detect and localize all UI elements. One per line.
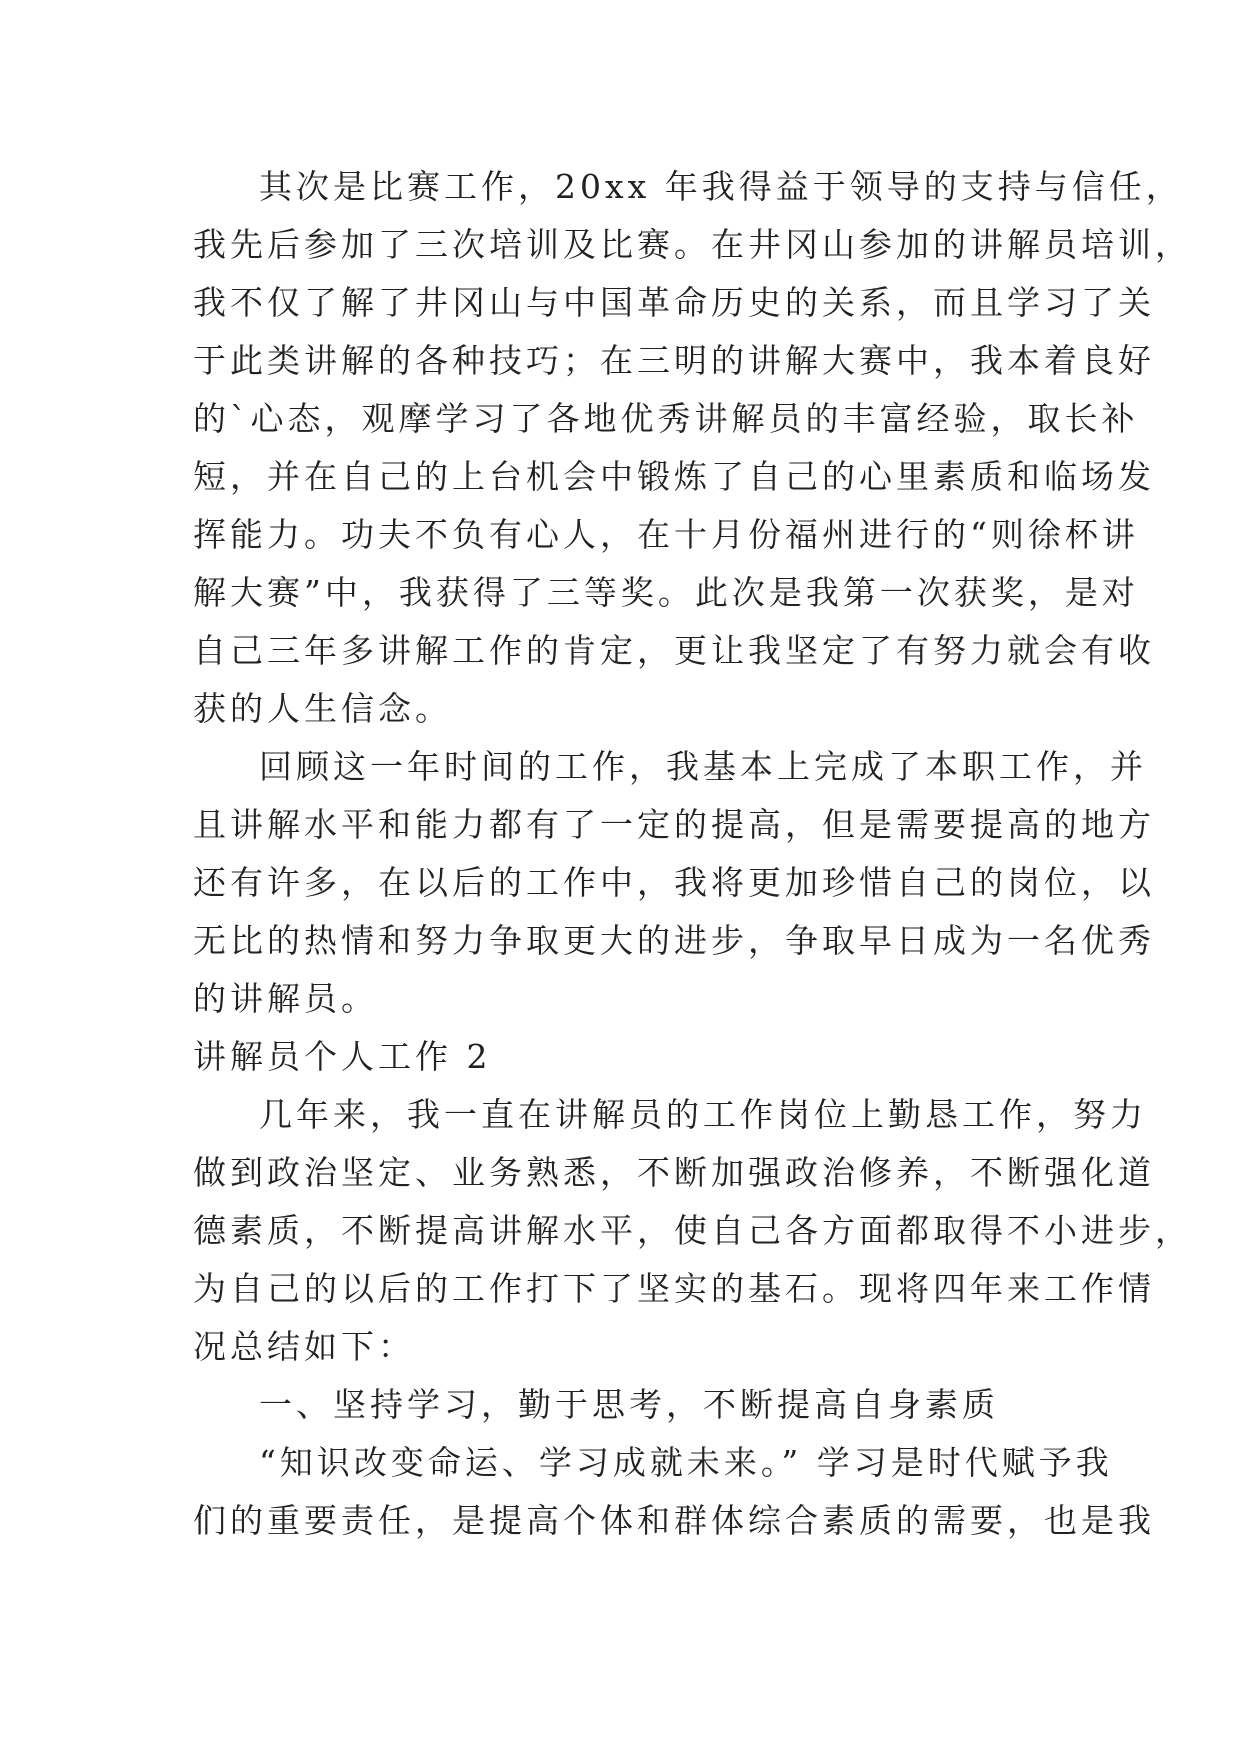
text-line: 我不仅了解了井冈山与中国革命历史的关系，而且学习了关 [193, 283, 1155, 322]
text-line: 的讲解员。 [193, 979, 378, 1018]
text-line: 几年来，我一直在讲解员的工作岗位上勤恳工作，努力 [259, 1095, 1147, 1134]
text-line: 还有许多，在以后的工作中，我将更加珍惜自己的岗位，以 [193, 863, 1155, 902]
text-line: 解大赛”中，我获得了三等奖。此次是我第一次获奖，是对 [193, 573, 1139, 612]
text-line: 做到政治坚定、业务熟悉，不断加强政治修养，不断强化道 [193, 1153, 1155, 1192]
text-line: “知识改变命运、学习成就未来。” 学习是时代赋予我 [259, 1443, 1113, 1482]
text-line: 为自己的以后的工作打下了坚实的基石。现将四年来工作情 [193, 1269, 1155, 1308]
text-line: 的`心态，观摩学习了各地优秀讲解员的丰富经验，取长补 [193, 399, 1139, 438]
text-line: 我先后参加了三次培训及比赛。在井冈山参加的讲解员培训， [193, 225, 1192, 264]
text-line: 自己三年多讲解工作的肯定，更让我坚定了有努力就会有收 [193, 631, 1155, 670]
text-line: 于此类讲解的各种技巧；在三明的讲解大赛中，我本着良好 [193, 341, 1155, 380]
text-line: 其次是比赛工作，20xx 年我得益于领导的支持与信任， [259, 167, 1183, 206]
text-line: 且讲解水平和能力都有了一定的提高，但是需要提高的地方 [193, 805, 1155, 844]
text-line: 短，并在自己的上台机会中锻炼了自己的心里素质和临场发 [193, 457, 1155, 496]
text-line: 德素质，不断提高讲解水平，使自己各方面都取得不小进步， [193, 1211, 1192, 1250]
text-line: 挥能力。功夫不负有心人，在十月份福州进行的“则徐杯讲 [193, 515, 1139, 554]
text-line: 无比的热情和努力争取更大的进步，争取早日成为一名优秀 [193, 921, 1155, 960]
section-heading: 讲解员个人工作 2 [193, 1037, 492, 1076]
text-line: 们的重要责任，是提高个体和群体综合素质的需要，也是我 [193, 1501, 1155, 1540]
text-line: 况总结如下： [193, 1327, 415, 1366]
text-line: 获的人生信念。 [193, 689, 452, 728]
text-line: 回顾这一年时间的工作，我基本上完成了本职工作，并 [259, 747, 1147, 786]
subheading: 一、坚持学习，勤于思考，不断提高自身素质 [259, 1385, 999, 1424]
